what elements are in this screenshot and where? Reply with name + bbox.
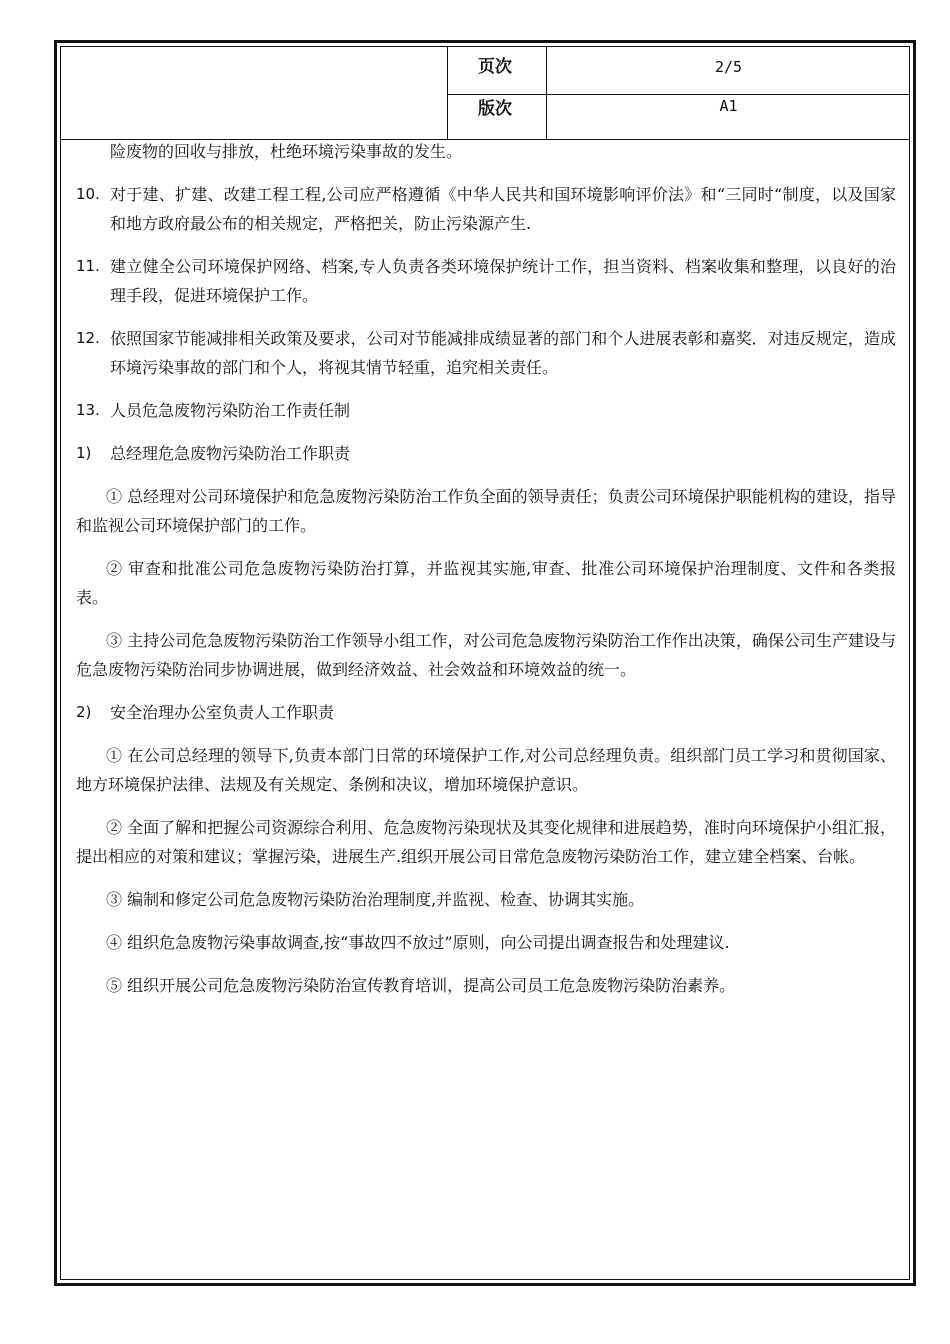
header-row-divider xyxy=(447,94,910,95)
section-title: 安全治理办公室负责人工作职责 xyxy=(110,703,335,722)
list-item-10 xyxy=(76,180,896,238)
section-2-para-1: ① 在公司总经理的领导下,负责本部门日常的环境保护工作,对公司总经理负责。组织部门员工学习和贯彻国家、地方环境保护法律、法规及有关规定、条例和决议，增加环境保护意识。 xyxy=(76,746,896,794)
header-divider-left xyxy=(447,46,448,140)
list-item-number: 11. xyxy=(76,257,100,275)
version-value: A1 xyxy=(719,97,738,115)
section-number: 2) xyxy=(76,703,92,721)
section-2-para-4: ④ 组织危急废物污染事故调查,按“事故四不放过”原则，向公司提出调查报告和处理建议. xyxy=(106,933,730,952)
page-number-value: 2/5 xyxy=(714,58,743,76)
page-number-label: 页次 xyxy=(478,57,512,77)
list-item-text: 依照国家节能减排相关政策及要求，公司对节能减排成绩显著的部门和个人进展表彰和嘉奖．对违反规定，造成环境污染事故的部门和个人，将视其情节轻重，追究相关责任。 xyxy=(110,329,896,377)
section-number: 1) xyxy=(76,444,92,462)
section-2-para-2: ② 全面了解和把握公司资源综合利用、危急废物污染现状及其变化规律和进展趋势，准时向环境保护小组汇报，提出相应的对策和建议；掌握污染，进展生产.组织开展公司日常危急废物污染防治工作，建立建全档案、台帐。 xyxy=(76,818,896,866)
list-item-number: 13. xyxy=(76,401,100,419)
section-2-para-3: ③ 编制和修定公司危急废物污染防治治理制度,并监视、检查、协调其实施。 xyxy=(106,890,645,909)
list-item-number: 12. xyxy=(76,329,100,347)
list-item-text: 人员危急废物污染防治工作责任制 xyxy=(110,401,351,420)
list-item-number: 10. xyxy=(76,185,100,203)
continuation-text: 险废物的回收与排放，杜绝环境污染事故的发生。 xyxy=(110,142,463,161)
section-1-heading xyxy=(76,439,896,468)
section-1-para-2: ② 审查和批准公司危急废物污染防治打算，并监视其实施,审查、批准公司环境保护治理制度、文件和各类报表。 xyxy=(76,559,896,607)
section-2-heading xyxy=(76,698,896,727)
document-body xyxy=(76,137,896,1000)
version-label: 版次 xyxy=(478,99,512,119)
list-item-13 xyxy=(76,396,896,425)
list-item-11 xyxy=(76,252,896,310)
section-1-para-3: ③ 主持公司危急废物污染防治工作领导小组工作，对公司危急废物污染防治工作作出决策，确保公司生产建设与危急废物污染防治同步协调进展，做到经济效益、社会效益和环境效益的统一。 xyxy=(76,631,896,679)
list-item-text: 建立健全公司环境保护网络、档案,专人负责各类环境保护统计工作，担当资料、档案收集和整理，以良好的治理手段，促进环境保护工作。 xyxy=(110,257,896,305)
list-item-text: 对于建、扩建、改建工程工程,公司应严格遵循《中华人民共和国环境影响评价法》和“三同时“制度，以及国家和地方政府最公布的相关规定，严格把关，防止污染源产生. xyxy=(110,185,896,233)
section-1-para-1: ① 总经理对公司环境保护和危急废物污染防治工作负全面的领导责任；负责公司环境保护职能机构的建设，指导和监视公司环境保护部门的工作。 xyxy=(76,487,896,535)
list-item-12 xyxy=(76,324,896,382)
section-2-para-5: ⑤ 组织开展公司危急废物污染防治宣传教育培训，提高公司员工危急废物污染防治素养。 xyxy=(106,976,736,995)
section-title: 总经理危急废物污染防治工作职责 xyxy=(110,444,351,463)
